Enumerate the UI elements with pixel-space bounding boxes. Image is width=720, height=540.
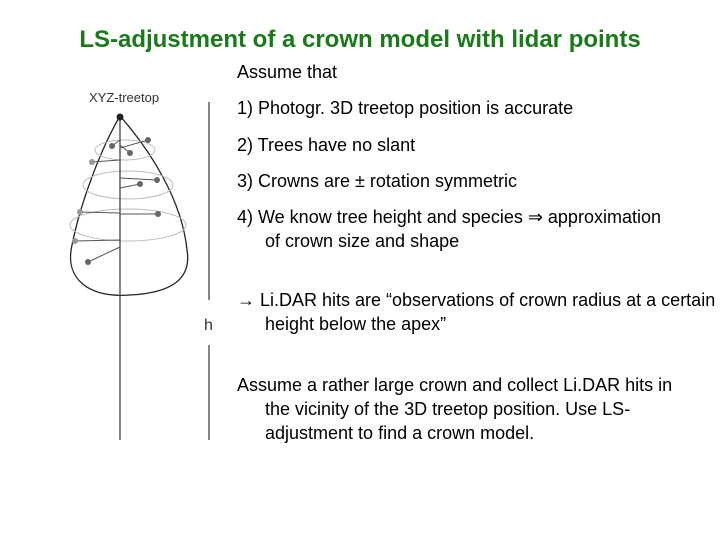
assumption-item-4: 4) We know tree height and species ⇒ approximation of crown size and shape: [237, 207, 661, 251]
lidar-point: [85, 259, 91, 265]
assumption-item-1: 1) Photogr. 3D treetop position is accurate: [237, 98, 574, 118]
assume-heading: Assume that: [237, 62, 338, 82]
lidar-point: [154, 177, 160, 183]
height-label: h: [204, 317, 213, 334]
treetop-point: [117, 114, 124, 121]
lidar-point: [72, 238, 78, 244]
crown-ellipse: [83, 171, 173, 199]
assumption-item-3: 3) Crowns are ± rotation symmetric: [237, 171, 517, 191]
lidar-point: [127, 150, 133, 156]
lidar-point: [145, 137, 151, 143]
lidar-point: [155, 211, 161, 217]
conclusion: Assume a rather large crown and collect Li.DAR hits in the vicinity of the 3D treetop position. Use LS-adjustment to find a crown model.: [237, 375, 673, 443]
lidar-point: [77, 209, 83, 215]
lidar-note: → Li.DAR hits are “observations of crown radius at a certain height below the apex”: [237, 290, 716, 334]
crown-outline: [71, 116, 188, 295]
lidar-point: [89, 159, 95, 165]
lidar-point: [137, 181, 143, 187]
lidar-point: [109, 143, 115, 149]
assumption-item-2: 2) Trees have no slant: [237, 135, 416, 155]
slide-title: LS-adjustment of a crown model with lidar points: [79, 26, 641, 53]
treetop-label: XYZ-treetop: [89, 90, 160, 105]
